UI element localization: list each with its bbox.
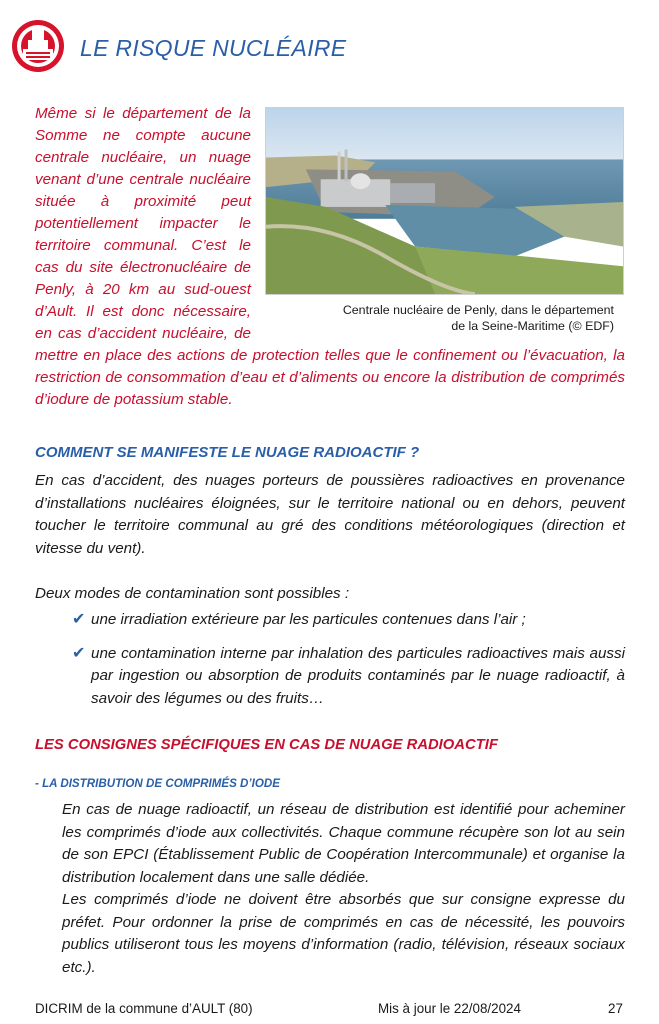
footer-document-title: DICRIM de la commune d’AULT (80) bbox=[35, 1001, 253, 1016]
contamination-modes-list bbox=[72, 609, 625, 721]
page-title: LE RISQUE NUCLÉAIRE bbox=[80, 35, 347, 61]
photo-caption: Centrale nucléaire de Penly, dans le département de la Seine-Maritime (© EDF) bbox=[342, 303, 614, 333]
intro-paragraph: Même si le département de la Somme ne compte aucune centrale nucléaire, un nuage venant d’une centrale nucléaire située à proximité peut potentiellement impacter le territoire communal. C’est le cas du site électronucléaire de Penly, à 20 km au sud-ouest d’Ault. Il est donc nécessaire, en cas d’accident nucléaire, de mettre en place des actions de protection telles que le confinement ou l’évacuation, la restriction de consommation d’eau et d’aliments ou encore la distribution de comprimés d’iodure de potassium stable. bbox=[35, 105, 625, 408]
contamination-modes-intro: Deux modes de contamination sont possibles : bbox=[35, 585, 350, 602]
footer-update-date: Mis à jour le 22/08/2024 bbox=[378, 1001, 521, 1016]
section-heading-instructions: LES CONSIGNES SPÉCIFIQUES EN CAS DE NUAGE RADIOACTIF bbox=[35, 737, 498, 753]
checkmark-icon: ✔ bbox=[72, 611, 86, 628]
page-number: 27 bbox=[608, 1001, 623, 1016]
list-item: ✔ une contamination interne par inhalation des particules radioactives mais aussi par ingestion ou absorption de produits contaminés par le nuage radioactif, à savoir des légumes ou des fruits… bbox=[72, 644, 625, 707]
section-heading-radioactive-cloud: COMMENT SE MANIFESTE LE NUAGE RADIOACTIF ? bbox=[35, 444, 420, 461]
section-paragraph: En cas d’accident, des nuages porteurs de poussières radioactives en provenance d’installations nucléaires éloignées, sur le territoire national ou en dehors, peuvent toucher le territoire communal au gré des conditions météorologiques (direction et vitesse du vent). bbox=[35, 472, 625, 557]
list-item: ✔ une irradiation extérieure par les particules contenues dans l’air ; bbox=[72, 609, 625, 632]
nuclear-plant-logo-icon bbox=[10, 18, 66, 74]
subheading-iodine-distribution: - LA DISTRIBUTION DE COMPRIMÉS D’IODE bbox=[35, 777, 280, 790]
checkmark-icon: ✔ bbox=[72, 644, 86, 662]
iodine-distribution-text: En cas de nuage radioactif, un réseau de distribution est identifié pour acheminer les comprimés d’iode aux collectivités. Chaque commune récupère son lot au sein de son EPCI (Établissement Public de Coopération Intercommunale) et organise la distribution localement dans une salle dédiée. Les comprimés d’iode ne doivent être absorbés que sur consigne expresse du préfet. Pour ordonner la prise de comprimés en cas de nécessité, les pouvoirs publics utiliseront tous les moyens d’information (radio, télévision, réseaux sociaux etc.). bbox=[62, 801, 625, 976]
